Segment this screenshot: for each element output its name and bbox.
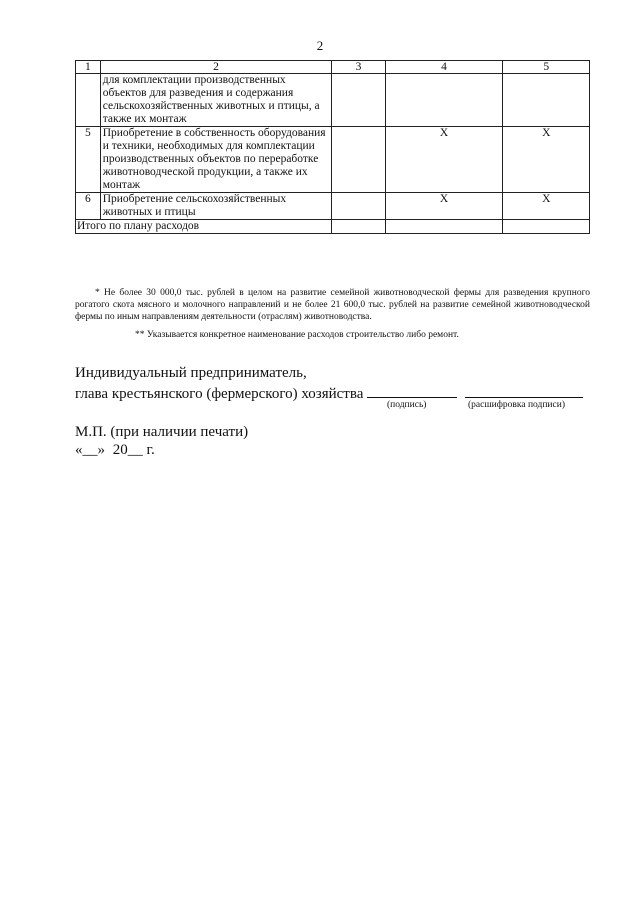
- signature-blank: [367, 382, 457, 398]
- row-col-5: Х: [503, 127, 590, 193]
- header-col-5: 5: [503, 61, 590, 74]
- row-col-3: [332, 74, 385, 127]
- total-col-5: [503, 220, 590, 234]
- date-line: [75, 441, 248, 459]
- total-col-3: [332, 220, 385, 234]
- signature-decode-blank: [465, 382, 583, 398]
- total-col-4: [385, 220, 503, 234]
- row-description: для комплектации производственных объектов для разведения и содержания сельскохозяйственных животных и птицы, а также их монтаж: [100, 74, 332, 127]
- table-row: [76, 193, 590, 220]
- row-number: [76, 74, 101, 127]
- header-col-2: 2: [100, 61, 332, 74]
- header-col-3: 3: [332, 61, 385, 74]
- signature-decode-caption: (расшифровка подписи): [468, 400, 565, 410]
- row-description: Приобретение сельскохозяйственных животных и птицы: [100, 193, 332, 220]
- row-col-5: [503, 74, 590, 127]
- stamp-block: [75, 423, 248, 459]
- table-row: [76, 127, 590, 193]
- footnote-2: ** Указывается конкретное наименование расходов строительство либо ремонт.: [135, 330, 459, 340]
- page-number: 2: [316, 38, 324, 53]
- date-day: «__»: [75, 442, 105, 458]
- row-number: 6: [76, 193, 101, 220]
- header-col-4: 4: [385, 61, 503, 74]
- header-col-1: 1: [76, 61, 101, 74]
- expense-plan-table: [75, 60, 590, 234]
- row-col-3: [332, 193, 385, 220]
- table-total-row: [76, 220, 590, 234]
- row-col-4: Х: [385, 127, 503, 193]
- total-label: Итого по плану расходов: [76, 220, 332, 234]
- row-col-4: [385, 74, 503, 127]
- row-col-3: [332, 127, 385, 193]
- row-col-4: Х: [385, 193, 503, 220]
- row-col-5: Х: [503, 193, 590, 220]
- signature-caption: (подпись): [387, 400, 427, 410]
- signature-block: [75, 364, 615, 403]
- signer-role: глава крестьянского (фермерского) хозяйства: [75, 386, 364, 402]
- footnotes: [75, 287, 590, 341]
- footnote-1: * Не более 30 000,0 тыс. рублей в целом на развитие семейной животноводческой фермы для разведения крупного рогатого скота мясного и молочного направлений и не более 21 600,0 тыс. рублей на развитие семейной животноводческой фермы по иным направлениям деятельности (отраслям) животноводства.: [75, 288, 590, 322]
- date-year: 20__ г.: [112, 442, 155, 458]
- row-number: 5: [76, 127, 101, 193]
- row-description: Приобретение в собственность оборудования и техники, необходимых для комплектации производственных объектов по переработке животноводческой продукции, а также их монтаж: [100, 127, 332, 193]
- table-header-row: [76, 61, 590, 74]
- stamp-label: М.П. (при наличии печати): [75, 424, 249, 440]
- signer-title: Индивидуальный предприниматель,: [75, 365, 307, 381]
- table-row: [76, 74, 590, 127]
